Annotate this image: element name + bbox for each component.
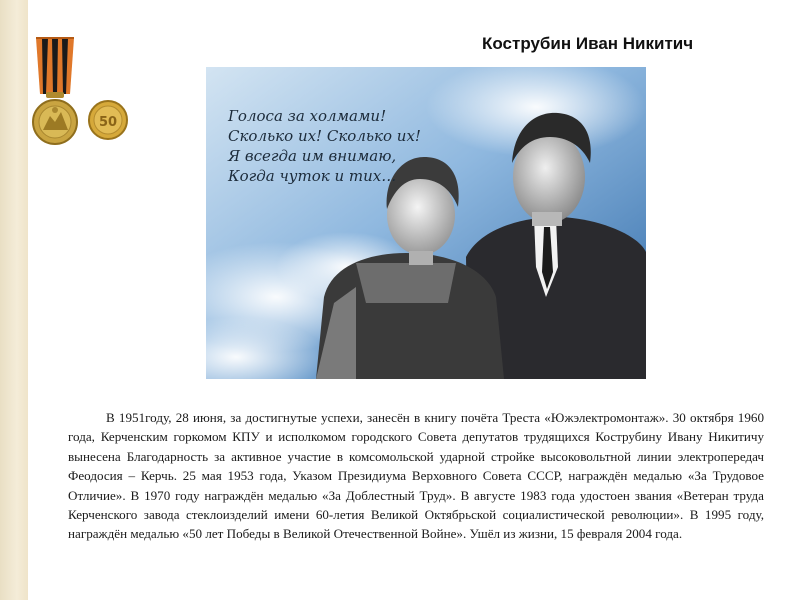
poem-line-3: Я всегда им внимаю, [228, 147, 397, 165]
medals [30, 36, 130, 148]
biography-paragraph: В 1951году, 28 июня, за достигнутые успехи, занесён в книгу почёта Треста «Южэлектромонтаж». 30 октября 1960 года, Керченским горкомом КПУ и исполкомом городского Совета депутатов трудящихся Кострубину Ивану Никитичу вынесена Благодарность за активное участие в комсомольской ударной стройке высоковольтной линии электропередач Феодосия – Керчь. 25 мая 1953 года, Указом Президиума Верховного Совета СССР, награждён медалью «За Трудовое Отличие». В 1970 году награждён медалью «За Доблестный Труд». В августе 1983 года удостоен звания «Ветеран труда Керченского завода стеклоизделий имени 60-летия Великой Октябрьской социалистической революции». В 1995 году, награждён медалью «50 лет Победы в Великой Отечественной Войне». Ушёл из жизни, 15 февраля 2004 года. [68, 410, 764, 542]
poem-line-2: Сколько их! Сколько их! [228, 127, 421, 145]
victory-medal-icon [33, 38, 77, 144]
poem-line-1: Голоса за холмами! [228, 107, 387, 125]
page-title: Кострубин Иван Никитич [482, 34, 694, 53]
decorative-border [0, 0, 28, 600]
poem-line-4: Когда чуток и тих… [228, 167, 397, 185]
jubilee-50-medal-icon [89, 101, 127, 139]
svg-text:50: 50 [98, 115, 118, 130]
handwritten-poem [228, 106, 468, 186]
